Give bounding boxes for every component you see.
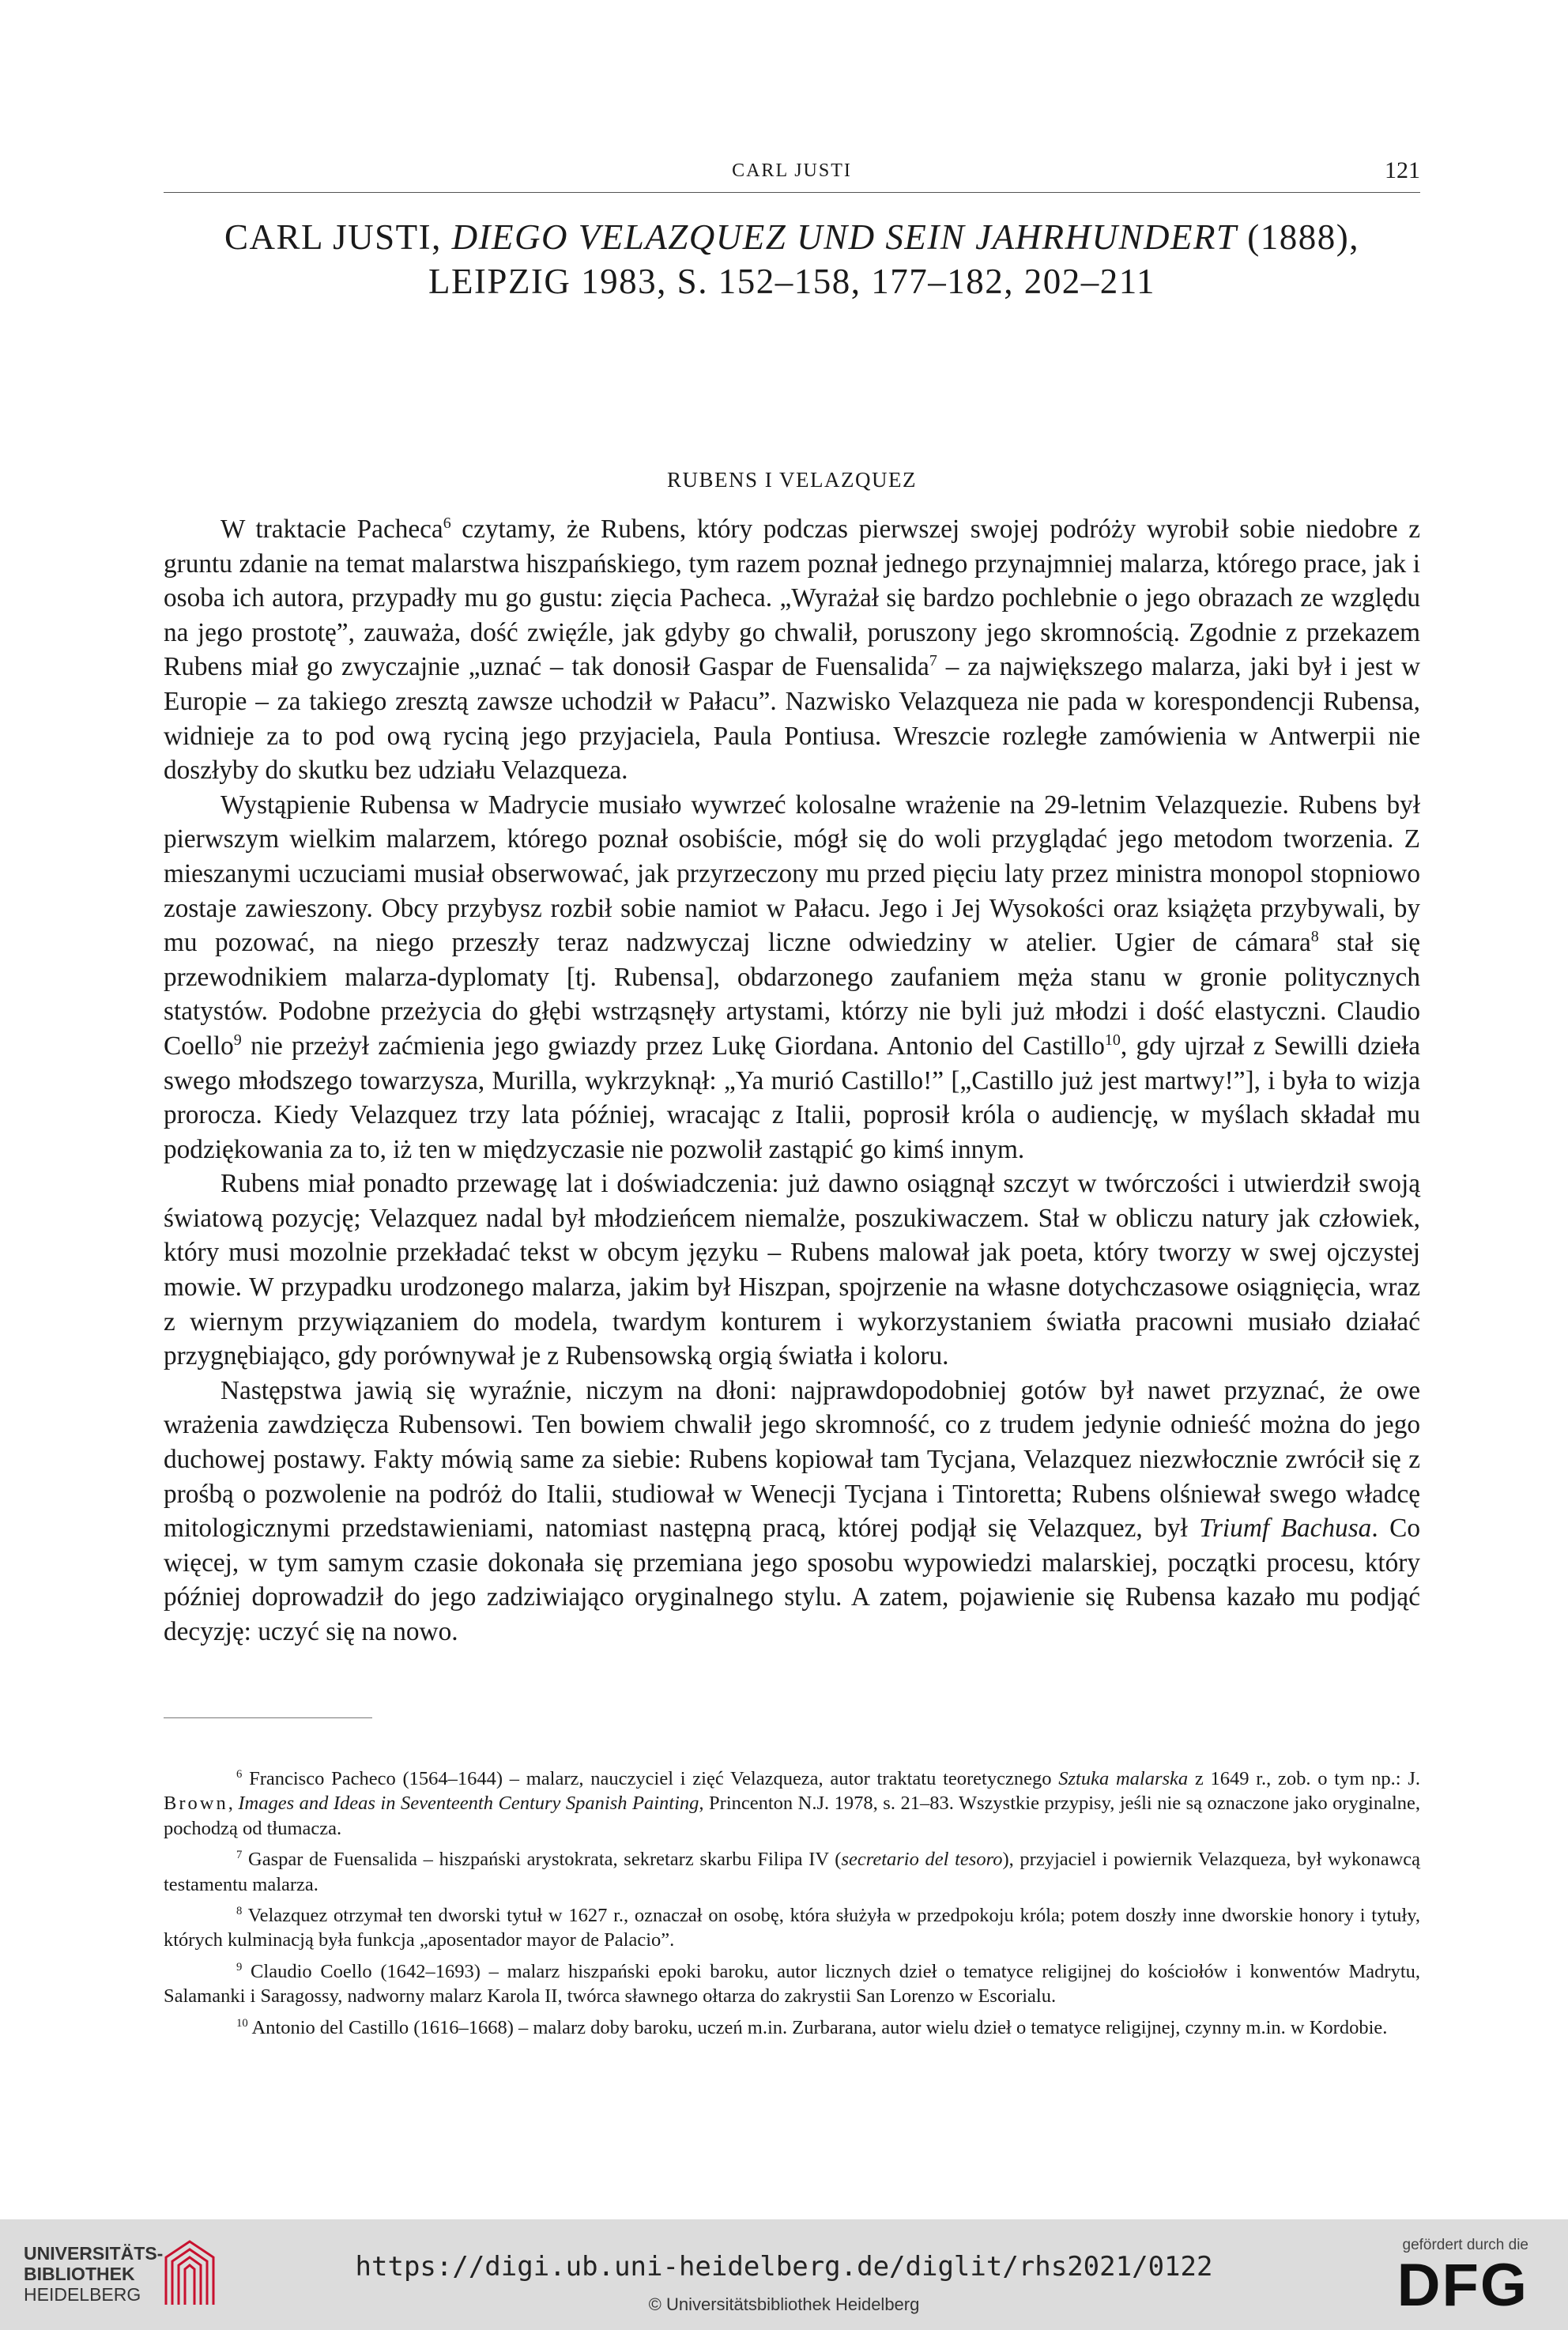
dfg-logo[interactable]: DFG xyxy=(1396,2252,1528,2319)
footnote-6: $^6$ Francisco Pacheco (1564–1644) – malarz, nauczyciel i zięć Velazqueza, autor traktatu teoretycznego Sztuka malarska z 1649 r., zob. o tym np.: J. Brown, Images and Ideas in Seventeenth Century Spanish Painting, Princenton N.J. 1978, s. 21–83. Wszystkie przypisy, jeśli nie są oznaczone jako oryginalne, pochodzą od tłumacza. xyxy=(164,1768,1421,1839)
footnote-ref-8[interactable]: 8 xyxy=(1310,928,1319,946)
body-text xyxy=(164,512,1420,1649)
paragraph-2: Wystąpienie Rubensa w Madrycie musiało wywrzeć kolosalne wrażenie na 29-letnim Velazquezie. Rubens był pierwszym wielkim malarzem, którego poznał osobiście, mógł się do woli przyglądać jego metodom tworzenia. Z mieszanymi uczuciami musiał obserwować, jak przyrzeczony mu przed pięciu laty przez ministra monopol stopniowo zostaje zawieszony. Obcy przybysz rozbił sobie namiot w Pałacu. Jego i Jej Wysokości oraz książęta przybywali, by mu pozować, na niego przeszły teraz nadzwyczaj liczne odwiedziny w atelier. Ugier de cámara$^8$ stał się przewodnikiem malarza-dyplomaty [tj. Rubensa], obdarzonego zaufaniem męża stanu w gronie politycznych statystów. Podobne przeżycia do głębi wstrząsnęły artystami, którzy nie byli już młodzi i dość elastyczni. Claudio Coello$^9$ nie przeżył zaćmienia jego gwiazdy przez Lukę Giordana. Antonio del Castillo$^{10}$, gdy ujrzał z Sewilli dzieła swego młodszego towarzysza, Murilla, wykrzyknął: „Ya murió Castillo!” [„Castillo już jest martwy!”], i była to wizja prorocza. Kiedy Velazquez trzy lata później, wracając z Italii, poprosił króla o audiencję, w myślach składał mu podziękowania za to, iż ten w międzyczasie nie pozwolił zastąpić go kimś innym. xyxy=(164,790,1420,1164)
paragraph-1: W traktacie Pacheca$^6$ czytamy, że Rubens, który podczas pierwszej swojej podróży wyrobił sobie niedobre z gruntu zdanie na temat malarstwa hiszpańskiego, tym razem poznał jednego przynajmniej malarza, którego prace, jak i osoba ich autora, przypadły mu go gustu: zięcia Pacheca. „Wyrażał się bardzo pochlebnie o jego obrazach ze względu na jego prostotę”, zauważa, dość zwięźle, jak gdyby go chwalił, poruszony jego skromnością. Zgodnie z przekazem Rubens miał go zwyczajnie „uznać – tak donosił Gaspar de Fuensalida$^7$ – za największego malarza, jaki był i jest w Europie – za takiego zresztą zawsze uchodził w Pałacu”. Nazwisko Velazqueza nie pada w korespondencji Rubensa, widnieje za to pod ową ryciną jego przyjaciela, Paula Pontiusa. Wreszcie rozległe zamówienia w Antwerpii nie doszłyby do skutku bez udziału Velazqueza. xyxy=(164,515,1421,786)
page-number: 121 xyxy=(1385,157,1420,183)
footnote-ref-7[interactable]: 7 xyxy=(929,652,937,670)
title-line-1: CARL JUSTI, DIEGO VELAZQUEZ UND SEIN JAHRHUNDERT (1888), xyxy=(224,217,1360,257)
footnote-ref-10[interactable]: 10 xyxy=(1104,1031,1121,1049)
funder-block xyxy=(1355,2237,1528,2317)
footnote-9: $^9$ Claudio Coello (1642–1693) – malarz hiszpański epoki baroku, autor licznych dzieł o tematyce religijnej do kościołów i konwentów Madrytu, Salamanki i Saragossy, nadworny malarz Karola II, twórca sławnego ołtarza do zakrystii San Lorenzo w Escorialu. xyxy=(164,1960,1420,2008)
book-title: DIEGO VELAZQUEZ UND SEIN JAHRHUNDERT xyxy=(451,217,1238,257)
copyright-notice: © Universitätsbibliothek Heidelberg xyxy=(648,2294,920,2314)
running-header xyxy=(164,157,1420,193)
section-heading: RUBENS I VELAZQUEZ xyxy=(667,468,917,492)
footnote-ref-6[interactable]: 6 xyxy=(443,515,451,533)
footnote-ref-9[interactable]: 9 xyxy=(233,1031,242,1049)
running-title: CARL JUSTI xyxy=(732,160,852,181)
footnote-divider xyxy=(164,1717,372,1718)
article-title xyxy=(164,215,1420,304)
library-banner xyxy=(0,2219,1568,2330)
permalink-url[interactable]: https://digi.ub.uni-heidelberg.de/diglit/rhs2021/0122 xyxy=(355,2251,1213,2283)
footnote-7: $^7$ Gaspar de Fuensalida – hiszpański arystokrata, sekretarz skarbu Filipa IV (secretario del tesoro), przyjaciel i powiernik Velazqueza, był wykonawcą testamentu malarza. xyxy=(164,1849,1421,1895)
paragraph-4: Następstwa jawią się wyraźnie, niczym na dłoni: najprawdopodobniej gotów był nawet przyznać, że owe wrażenia zawdzięcza Rubensowi. Ten bowiem chwalił jego skromność, co z trudem jedynie odnieść można do jego duchowej postawy. Fakty mówią same za siebie: Rubens kopiował tam Tycjana, Velazquez niezwłocznie zwrócił się z prośbą o pozwolenie na podróż do Italii, studiował w Wenecji Tycjana i Tintoretta; Rubens olśniewał swego władcę mitologicznymi przedstawieniami, natomiast następną pracą, której podjął się Velazquez, był Triumf Bachusa. Co więcej, w tym samym czasie dokonała się przemiana jego sposobu wypowiedzi malarskiej, początki procesu, który później doprowadził do jego zadziwiająco oryginalnego stylu. A zatem, pojawienie się Rubensa kazało mu podjąć decyzję: uczyć się na nowo. xyxy=(164,1375,1420,1646)
footnotes xyxy=(164,1766,1420,2046)
paragraph-3: Rubens miał ponadto przewagę lat i doświadczenia: już dawno osiągnął szczyt w twórczości i utwierdził swoją światową pozycję; Velazquez nadal był młodzieńcem niemalże, poszukiwaczem. Stał w obliczu natury jak człowiek, który musi mozolnie przekładać tekst w obcym języku – Rubens malował jak poeta, który tworzy w swej ojczystej mowie. W przypadku urodzonego malarza, jakim był Hiszpan, spojrzenie na własne dotychczasowe osiągnięcia, wraz z wiernym przywiązaniem do modela, twardym konturem i wykorzystaniem światła pracowni musiało działać przygnębiająco, gdy porównywał je z Rubensowską orgią światła i koloru. xyxy=(164,1169,1420,1371)
title-line-2: LEIPZIG 1983, S. 152–158, 177–182, 202–211 xyxy=(428,262,1156,301)
footnote-10: $^{10}$ Antonio del Castillo (1616–1668) – malarz doby baroku, uczeń m.in. Zurbarana, autor wielu dzieł o tematyce religijnej, czynny m.in. w Kordobie. xyxy=(236,2016,1388,2038)
painting-title: Triumf Bachusa xyxy=(1199,1514,1372,1544)
funding-note: gefördert durch die xyxy=(1402,2237,1528,2253)
footnote-8: $^8$ Velazquez otrzymał ten dworski tytuł w 1627 r., oznaczał on osobę, która służyła w przedpokoju króla; potem doszły inne dworskie honory i tytuły, których kulminacją była funkcja „aposentador mayor de Palacio”. xyxy=(164,1905,1420,1951)
library-logo[interactable]: UNIVERSITÄTS- BIBLIOTHEK HEIDELBERG xyxy=(24,2243,164,2305)
